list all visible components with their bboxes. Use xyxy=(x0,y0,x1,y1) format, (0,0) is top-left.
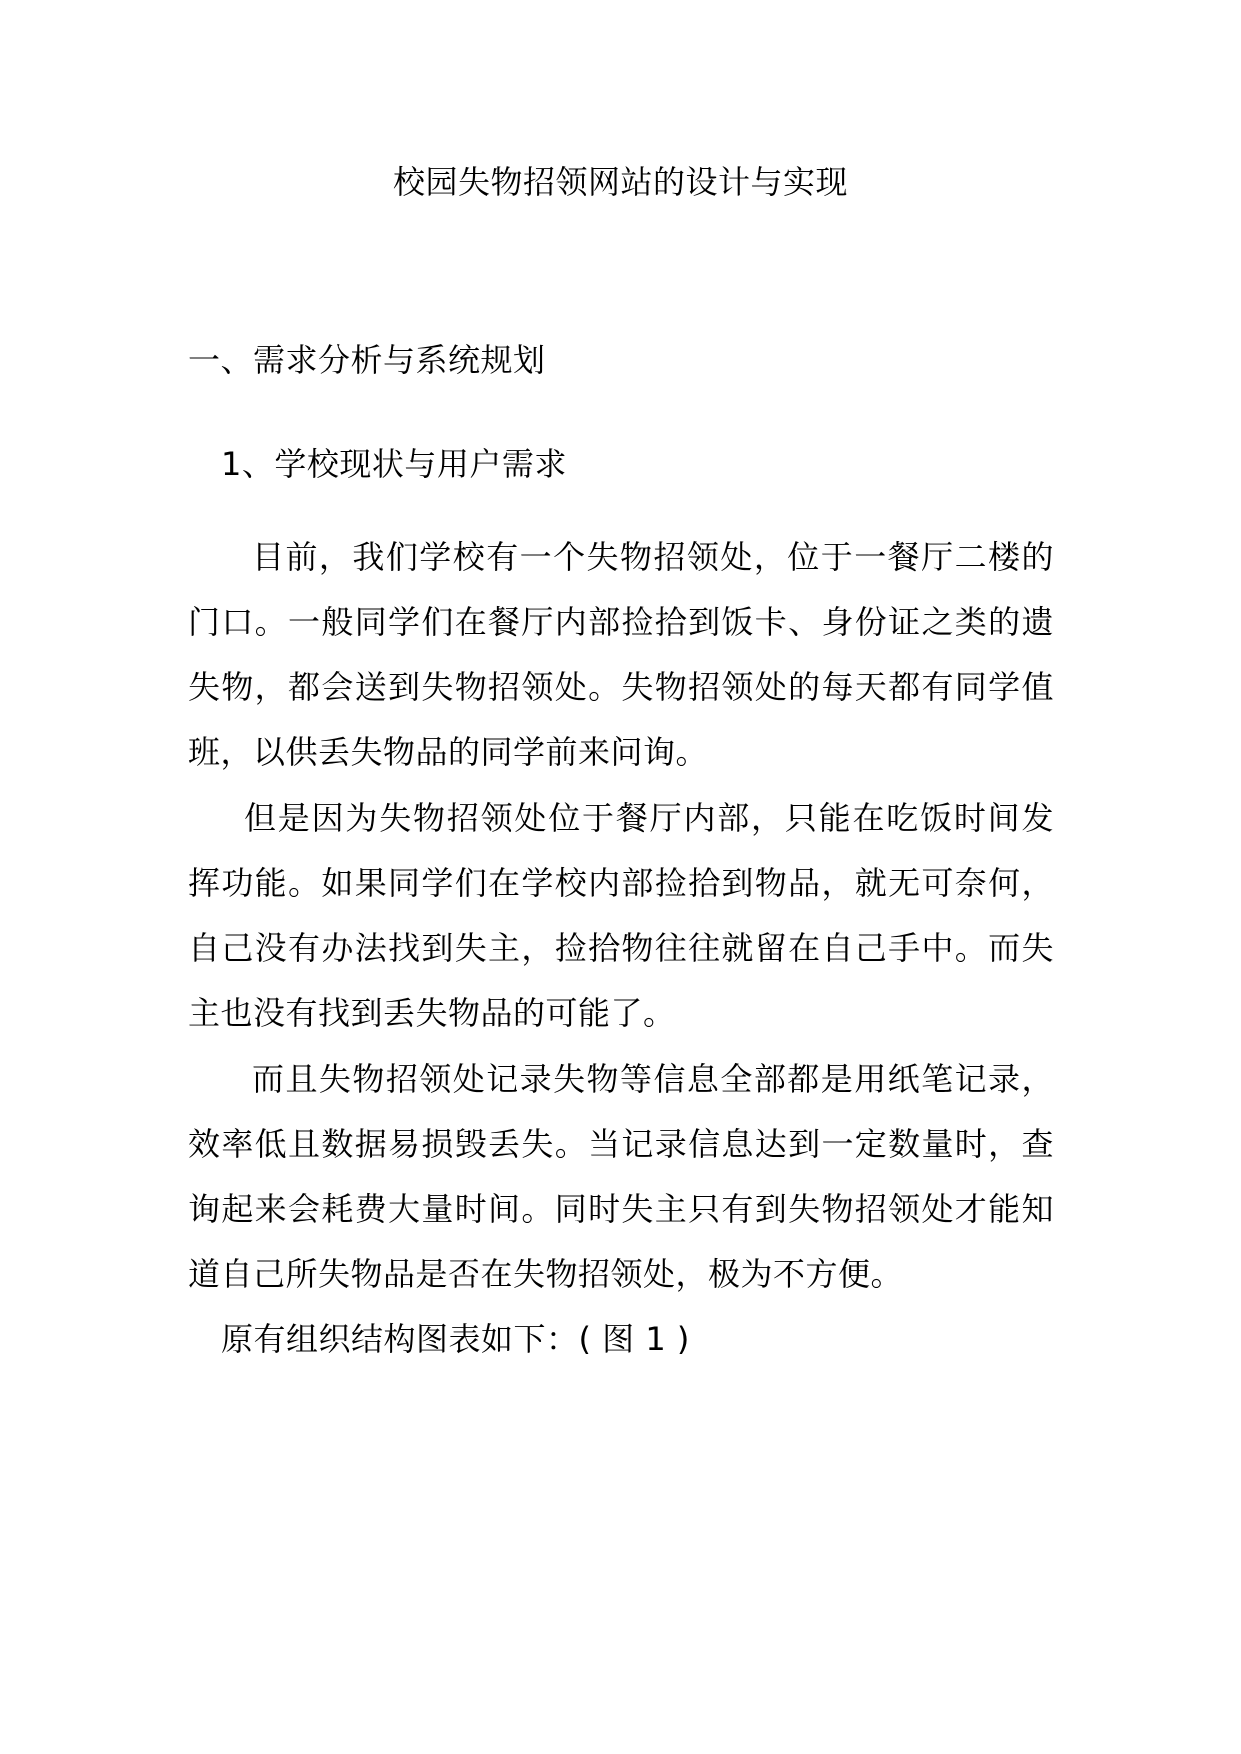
paragraph-location-limitation: 但是因为失物招领处位于餐厅内部，只能在吃饭时间发挥功能。如果同学们在学校内部捡拾到物品，就无可奈何，自己没有办法找到失主，捡拾物往往就留在自己手中。而失主也没有找到丢失物品的可能了。 xyxy=(188,799,1054,1032)
paragraph-paper-records: 而且失物招领处记录失物等信息全部都是用纸笔记录，效率低且数据易损毁丢失。当记录信息达到一定数量时，查询起来会耗费大量时间。同时失主只有到失物招领处才能知道自己所失物品是否在失物招领处，极为不方便。 xyxy=(188,1060,1054,1293)
paragraph-current-situation: 目前，我们学校有一个失物招领处，位于一餐厅二楼的门口。一般同学们在餐厅内部捡拾到饭卡、身份证之类的遗失物，都会送到失物招领处。失物招领处的每天都有同学值班，以供丢失物品的同学前来问询。 xyxy=(188,538,1054,771)
figure-caption: 原有组织结构图表如下：( 图 1 ) xyxy=(221,1320,690,1358)
section-heading: 一、需求分析与系统规划 xyxy=(188,341,546,379)
subsection-heading: 1、学校现状与用户需求 xyxy=(221,445,567,483)
document-title: 校园失物招领网站的设计与实现 xyxy=(392,163,848,201)
